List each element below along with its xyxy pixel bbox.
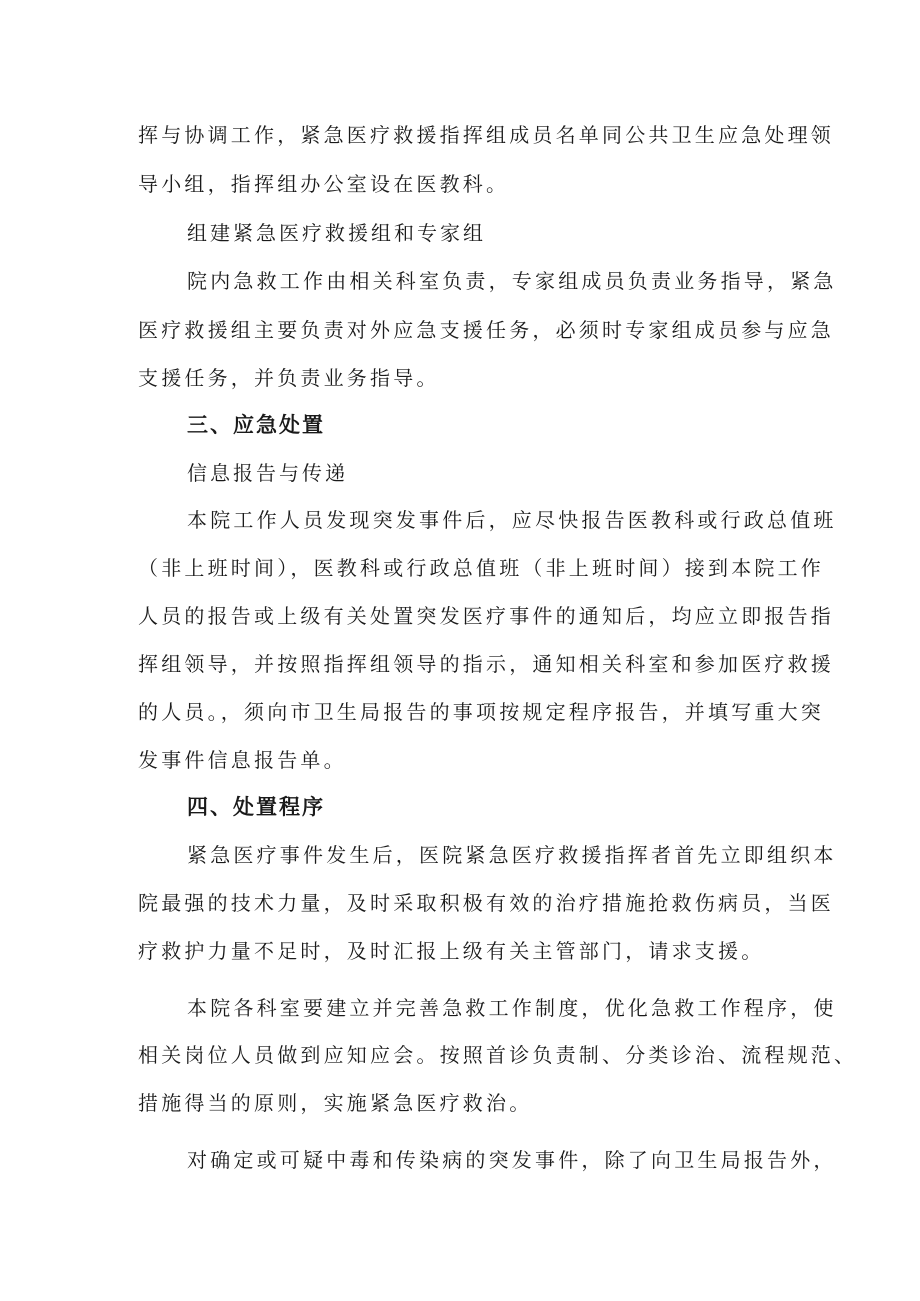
- subsection-title: 信息报告与传递: [187, 461, 348, 485]
- body-text-line: 紧急医疗事件发生后，医院紧急医疗救援指挥者首先立即组织本: [187, 843, 837, 867]
- body-text-line: 措施得当的原则，实施紧急医疗救治。: [138, 1091, 533, 1115]
- body-text-line: 的人员。，须向市卫生局报告的事项按规定程序报告，并填写重大突: [138, 700, 824, 724]
- body-text-line: 相关岗位人员做到应知应会。按照首诊负责制、分类诊治、流程规范、: [138, 1043, 858, 1067]
- section-heading-3: 三、应急处置: [187, 413, 325, 437]
- body-text-line: 本院工作人员发现突发事件后，应尽快报告医教科或行政总值班: [187, 508, 837, 532]
- body-text-line: 本院各科室要建立并完善急救工作制度，优化急救工作程序，使: [187, 996, 837, 1020]
- subsection-title: 组建紧急医疗救援组和专家组: [187, 221, 486, 245]
- section-heading-4: 四、处置程序: [187, 795, 325, 819]
- body-text-line: 疗救护力量不足时，及时汇报上级有关主管部门，请求支援。: [138, 939, 765, 963]
- body-text-line: 院最强的技术力量，及时采取积极有效的治疗措施抢救伤病员，当医: [138, 891, 834, 915]
- body-text-line: 医疗救援组主要负责对外应急支援任务，必须时专家组成员参与应急: [138, 318, 834, 342]
- body-text-line: 对确定或可疑中毒和传染病的突发事件，除了向卫生局报告外，: [187, 1148, 837, 1172]
- body-text-line: （非上班时间），医教科或行政总值班（非上班时间）接到本院工作: [138, 556, 824, 580]
- body-text-line: 支援任务，并负责业务指导。: [138, 366, 440, 390]
- body-text-line: 挥组领导，并按照指挥组领导的指示，通知相关科室和参加医疗救援: [138, 652, 834, 676]
- body-text-line: 院内急救工作由相关科室负责，专家组成员负责业务指导，紧急: [187, 269, 837, 293]
- body-text-line: 挥与协调工作，紧急医疗救援指挥组成员名单同公共卫生应急处理领: [138, 123, 834, 147]
- body-text-line: 发事件信息报告单。: [138, 748, 347, 772]
- body-text-line: 人员的报告或上级有关处置突发医疗事件的通知后，均应立即报告指: [138, 604, 834, 628]
- body-text-line: 导小组，指挥组办公室设在医教科。: [138, 172, 510, 196]
